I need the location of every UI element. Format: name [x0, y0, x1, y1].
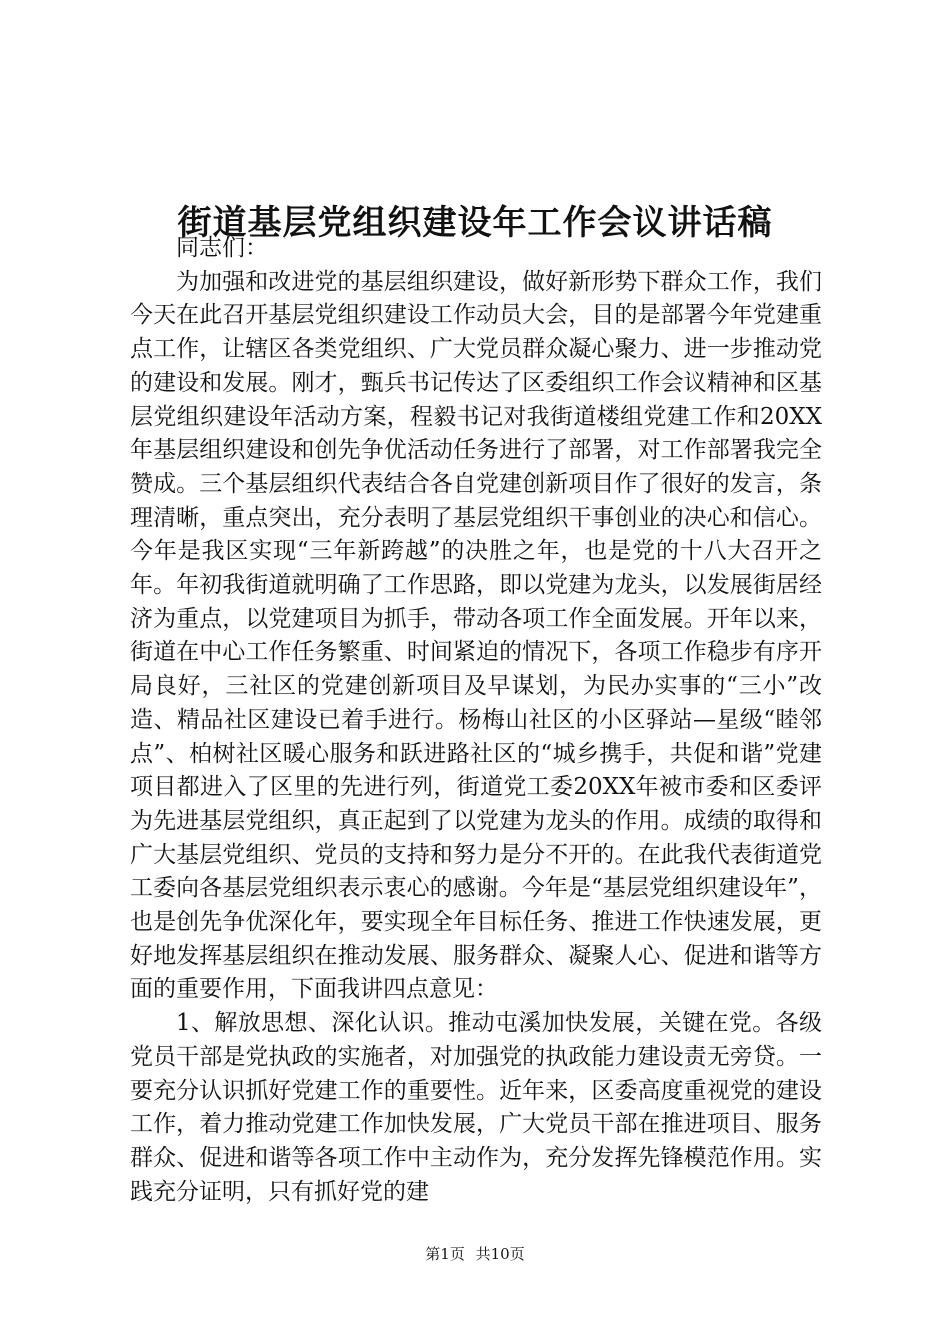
page-footer [0, 1244, 950, 1264]
paragraph-1: 为加强和改进党的基层组织建设，做好新形势下群众工作，我们今天在此召开基层党组织建设工作动员大会，目的是部署今年党建重点工作，让辖区各类党组织、广大党员群众凝心聚力、进一步推动党的建设和发展。刚才，甄兵书记传达了区委组织工作会议精神和区基层党组织建设年活动方案，程毅书记对我街道楼组党建工作和20XX年基层组织建设和创先争优活动任务进行了部署，对工作部署我完全赞成。三个基层组织代表结合各自党建创新项目作了很好的发言，条理清晰，重点突出，充分表明了基层党组织干事创业的决心和信心。今年是我区实现“三年新跨越”的决胜之年，也是党的十八大召开之年。年初我街道就明确了工作思路，即以党建为龙头，以发展街居经济为重点，以党建项目为抓手，带动各项工作全面发展。开年以来，街道在中心工作任务繁重、时间紧迫的情况下，各项工作稳步有序开局良好，三社区的党建创新项目及早谋划，为民办实事的“三小”改造、精品社区建设已着手进行。杨梅山社区的小区驿站—星级“睦邻点”、柏树社区暖心服务和跃进路社区的“城乡携手，共促和谐”党建项目都进入了区里的先进行列，街道党工委20XX年被市委和区委评为先进基层党组织，真正起到了以党建为龙头的作用。成绩的取得和广大基层党组织、党员的支持和努力是分不开的。在此我代表街道党工委向各基层党组织表示衷心的感谢。今年是“基层党组织建设年”，也是创先争优深化年，要实现全年目标任务、推进工作快速发展，更好地发挥基层组织在推动发展、服务群众、凝聚人心、促进和谐等方面的重要作用，下面我讲四点意见： [130, 268, 822, 1003]
page-total: 共10页 [475, 1245, 525, 1263]
salutation: 同志们： [176, 235, 268, 261]
paragraph-2: 1、解放思想、深化认识。推动屯溪加快发展，关键在党。各级党员干部是党执政的实施者，对加强党的执政能力建设责无旁贷。一要充分认识抓好党建工作的重要性。近年来，区委高度重视党的建设工作，着力推动党建工作加快发展，广大党员干部在推进项目、服务群众、促进和谐等各项工作中主动作为，充分发挥先锋模范作用。实践充分证明，只有抓好党的建 [130, 1010, 822, 1205]
document-title: 街道基层党组织建设年工作会议讲话稿 [177, 202, 773, 243]
page-number: 第1页 [425, 1245, 465, 1263]
document-body [130, 232, 822, 1209]
